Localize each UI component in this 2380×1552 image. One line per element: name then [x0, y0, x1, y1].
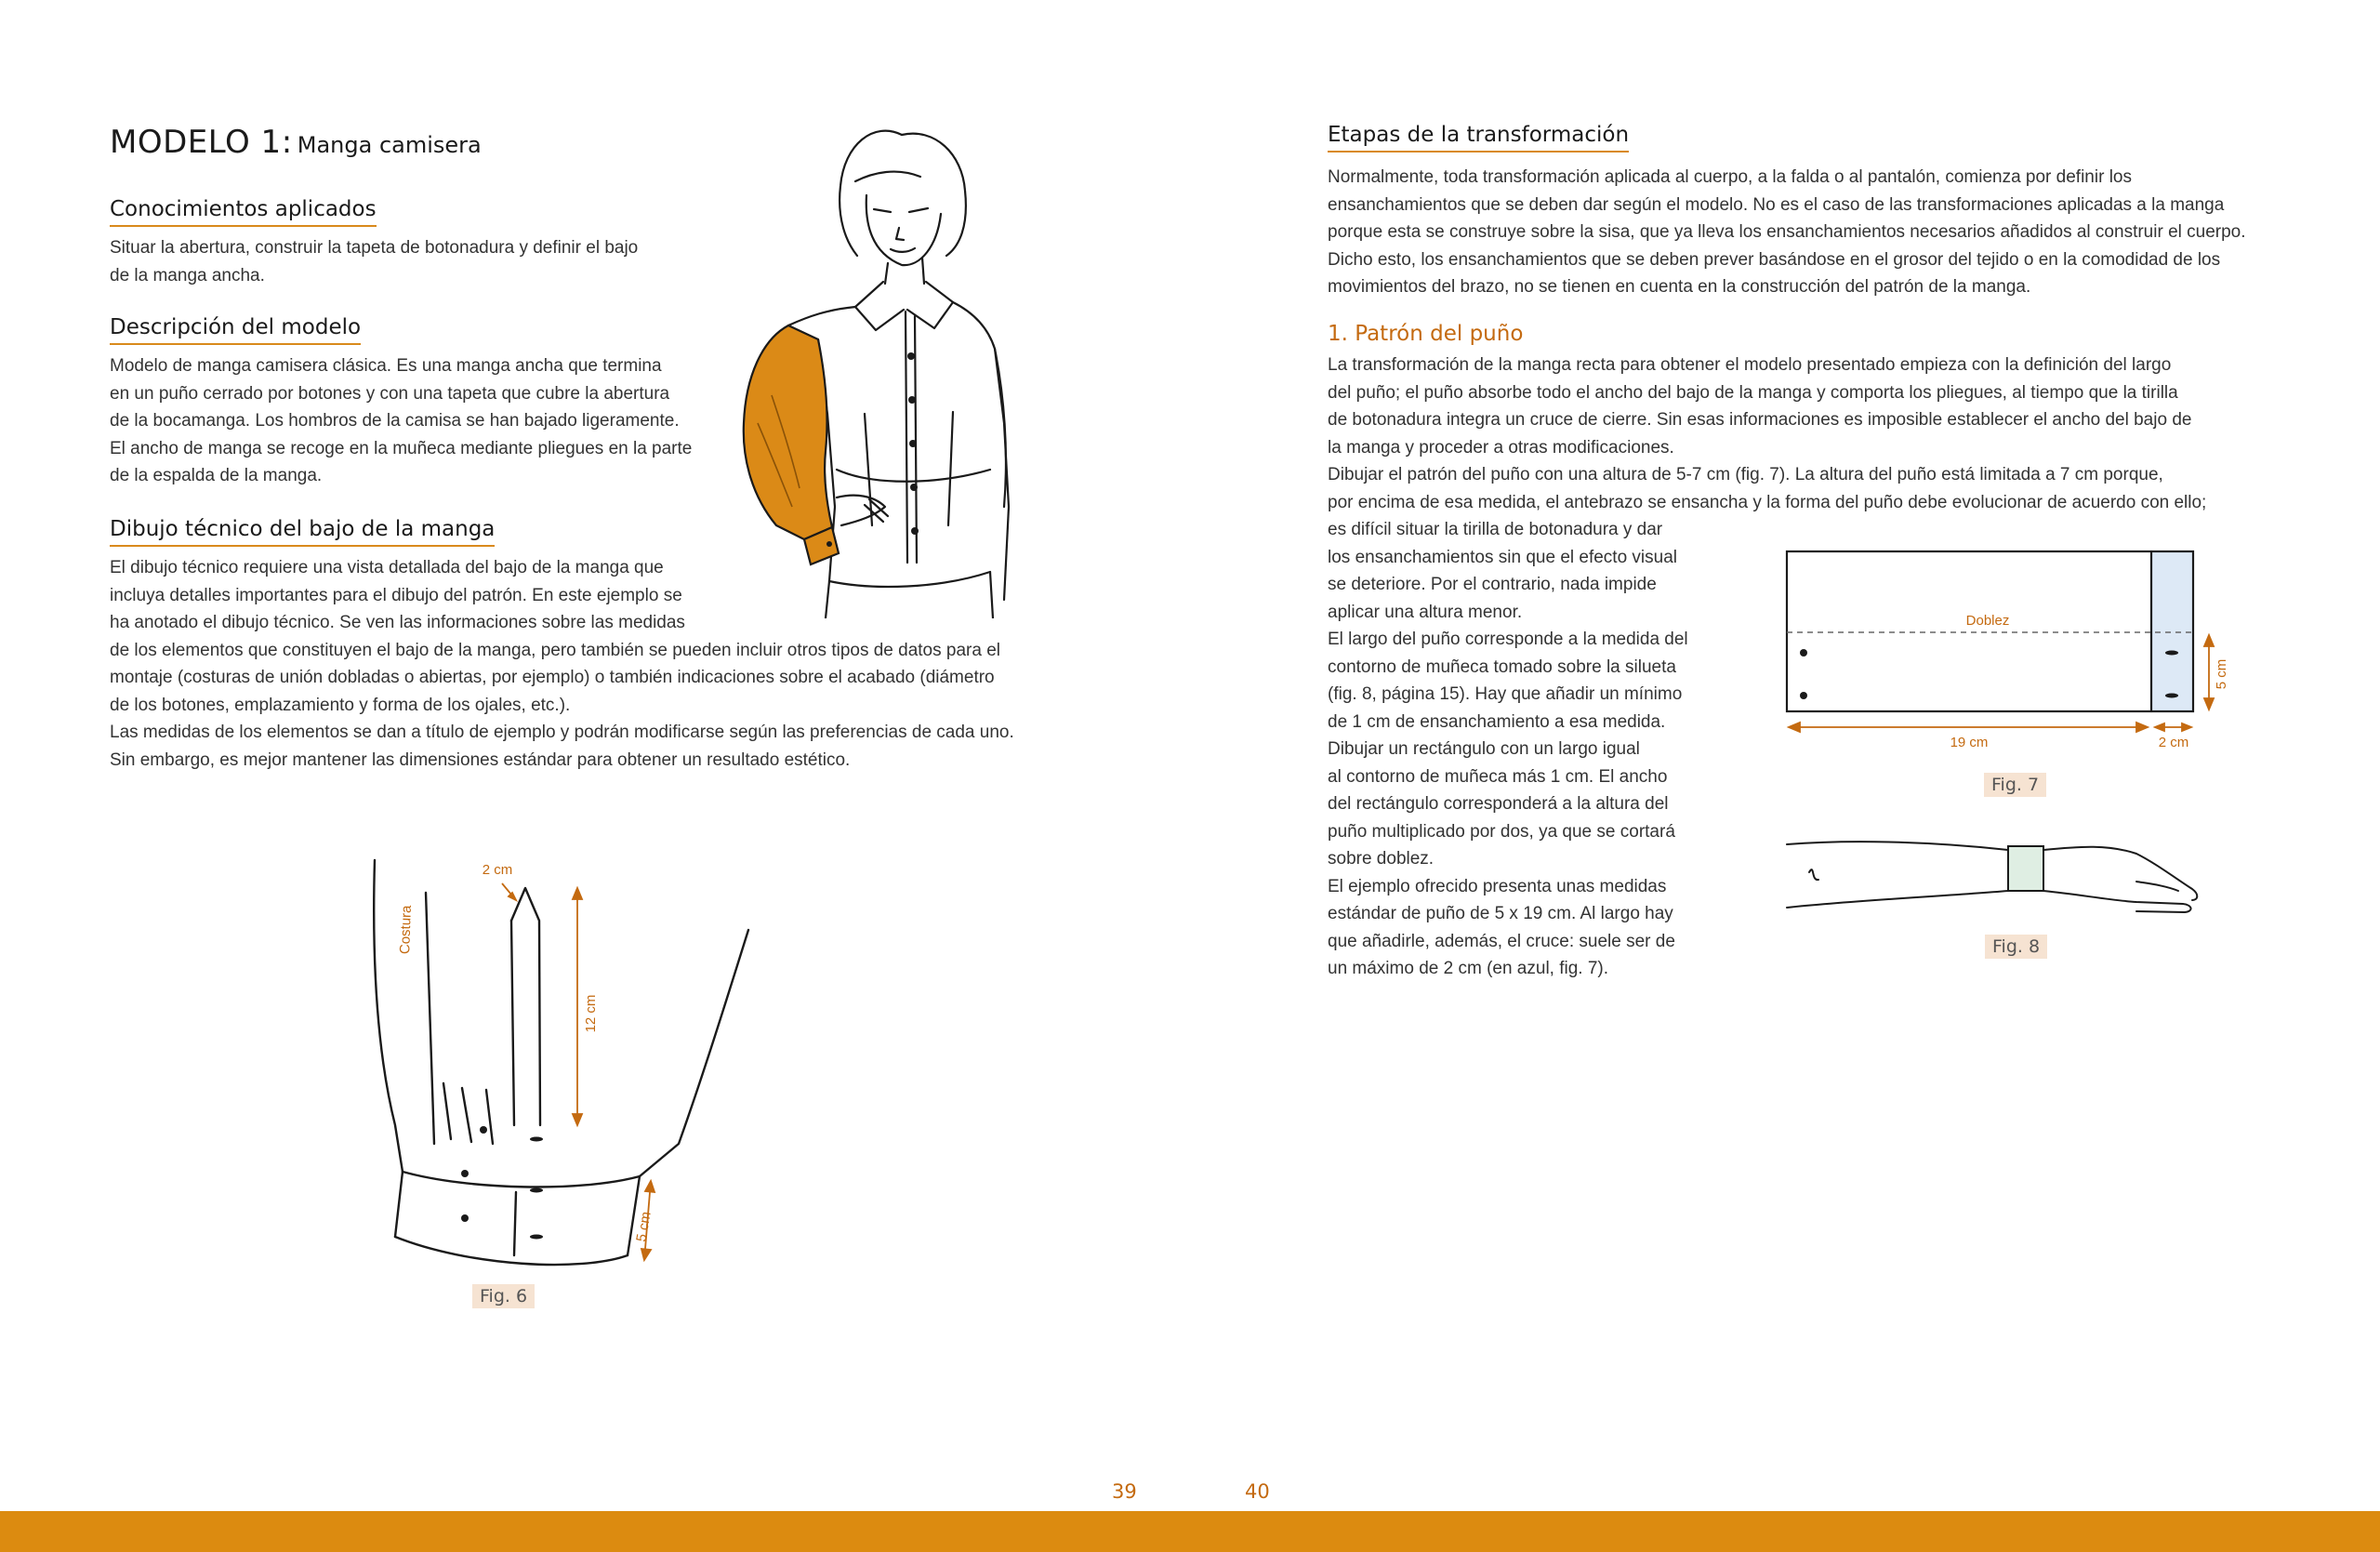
subheading-patron-puno: 1. Patrón del puño [1328, 322, 1524, 346]
fig7-dim-5cm: 5 cm [2214, 658, 2229, 690]
section-conocimientos [110, 197, 638, 289]
text-line: un máximo de 2 cm (en azul, fig. 7). [1328, 959, 1609, 978]
fig6-costura-label: Costura [397, 905, 415, 955]
text-line: Normalmente, toda transformación aplicada al cuerpo, a la falda o al pantalón, comienza por definir los [1328, 167, 2132, 187]
fig7-doblez-label: Doblez [1965, 613, 2010, 629]
fig6-dim-5cm: 5 cm [633, 1210, 654, 1243]
text-line: se deteriore. Por el contrario, nada impide [1328, 575, 1657, 594]
model-title-sub: Manga camisera [297, 132, 482, 158]
text-line: puño multiplicado por dos, ya que se cortará [1328, 821, 1675, 842]
text-line: incluya detalles importantes para el dibujo del patrón. En este ejemplo se [110, 585, 682, 605]
fashion-illustration [725, 116, 1046, 618]
text-line: montaje (costuras de unión dobladas o abiertas, por ejemplo) o también indicaciones sobre el acabado (diámetro [110, 668, 995, 687]
section-body [110, 234, 638, 289]
section-descripcion [110, 315, 692, 490]
text-line: de botonadura integra un cruce de cierre. Sin esas informaciones es imposible establecer el ancho del bajo de [1328, 410, 2192, 430]
page-number-right: 40 [1245, 1480, 1270, 1503]
text-line: de los botones, emplazamiento y forma de los ojales, etc.). [110, 695, 571, 715]
text-line: del puño; el puño absorbe todo el ancho del bajo de la manga y comporta los pliegues, al tiempo que la tirilla [1328, 382, 2178, 403]
text-line: de los elementos que constituyen el bajo de la manga, pero también se pueden incluir otros tipos de datos para el [110, 640, 1000, 660]
fig8-wrist-band [2008, 846, 2043, 891]
narrow-paragraph [1328, 516, 1737, 983]
text-line: la manga y proceder a otras modificaciones. [1328, 437, 1674, 458]
text-line: al contorno de muñeca más 1 cm. El ancho [1328, 766, 1668, 787]
text-line: estándar de puño de 5 x 19 cm. Al largo hay [1328, 904, 1673, 923]
text-line: Dibujar un rectángulo con un largo igual [1328, 739, 1640, 759]
text-line: Dibujar el patrón del puño con una altura de 5-7 cm (fig. 7). La altura del puño está limitada a 7 cm porque, [1328, 465, 2163, 484]
fig7-label: Fig. 7 [1984, 773, 2046, 797]
text-line: los ensanchamientos sin que el efecto visual [1328, 547, 1678, 567]
text-line: El dibujo técnico requiere una vista detallada del bajo de la manga que [110, 558, 664, 577]
text-line: Dicho esto, los ensanchamientos que se deben prever basándose en el grosor del tejido o en la comodidad de los [1328, 249, 2221, 270]
text-line: aplicar una altura menor. [1328, 602, 1523, 622]
model-title-main: MODELO 1: [110, 124, 293, 161]
text-line: El ejemplo ofrecido presenta unas medidas [1328, 876, 1667, 896]
text-line: Sin embargo, es mejor mantener las dimensiones estándar para obtener un resultado estético. [110, 749, 851, 770]
text-line: de la manga ancha. [110, 265, 265, 285]
text-line: ensanchamientos que se deben dar según el modelo. No es el caso de las transformaciones aplicadas a la manga [1328, 194, 2225, 215]
intro-paragraph [1328, 164, 2350, 301]
right-page [1190, 0, 2380, 1552]
text-line: ha anotado el dibujo técnico. Se ven las informaciones sobre las medidas [110, 613, 685, 632]
text-line: de la bocamanga. Los hombros de la camisa se han bajado ligeramente. [110, 411, 680, 431]
footer-bar [0, 1511, 2380, 1552]
text-line: por encima de esa medida, el antebrazo se ensancha y la forma del puño debe evolucionar de acuerdo con ello; [1328, 492, 2207, 512]
fig6-dim-2cm: 2 cm [482, 862, 513, 878]
fig7-overlap-area [2151, 551, 2193, 711]
page-number-left: 39 [1112, 1480, 1137, 1503]
fig7-dim-2cm: 2 cm [2158, 735, 2189, 750]
text-line: Modelo de manga camisera clásica. Es una manga ancha que termina [110, 356, 662, 376]
fig8-drawing [1783, 826, 2229, 928]
fig6-label: Fig. 6 [472, 1284, 535, 1308]
text-line: es difícil situar la tirilla de botonadura y dar [1328, 520, 1663, 539]
text-line: La transformación de la manga recta para obtener el modelo presentado empieza con la definición del largo [1328, 355, 2172, 375]
wide-paragraph [1328, 352, 2350, 516]
text-line: del rectángulo corresponderá a la altura del [1328, 794, 1669, 814]
text-line: Situar la abertura, construir la tapeta de botonadura y definir el bajo [110, 238, 639, 258]
section-body [110, 352, 692, 490]
text-line: que añadirle, además, el cruce: suele ser de [1328, 931, 1675, 951]
text-line: El largo del puño corresponde a la medida del [1328, 630, 1688, 649]
fig7-drawing [1783, 544, 2229, 758]
text-line: en un puño cerrado por botones y con una tapeta que cubre la abertura [110, 383, 670, 404]
text-line: Las medidas de los elementos se dan a título de ejemplo y podrán modificarse según las preferencias de cada uno. [110, 723, 1014, 742]
fig7-cuff-rect [1787, 551, 2193, 711]
text-line: El ancho de manga se recoge en la muñeca mediante pliegues en la parte [110, 438, 693, 458]
text-line: sobre doblez. [1328, 849, 1435, 869]
section-heading: Etapas de la transformación [1328, 123, 1629, 153]
text-line: de 1 cm de ensanchamiento a esa medida. [1328, 711, 1666, 732]
text-line: de la espalda de la manga. [110, 466, 323, 485]
model-title [110, 124, 482, 161]
section-heading: Conocimientos aplicados [110, 197, 377, 227]
section-etapas [1328, 123, 1629, 153]
text-line: porque esta se construye sobre la sisa, que ya lleva los ensanchamientos necesarios añadidos al construir el cuerpo. [1328, 222, 2246, 242]
fig8-label: Fig. 8 [1985, 935, 2047, 959]
section-heading: Dibujo técnico del bajo de la manga [110, 517, 495, 547]
text-line: movimientos del brazo, no se tienen en cuenta en la construcción del patrón de la manga. [1328, 277, 2031, 297]
text-line: (fig. 8, página 15). Hay que añadir un mínimo [1328, 684, 1683, 704]
fig7-dim-19cm: 19 cm [1950, 735, 1989, 750]
fig6-dim-12cm: 12 cm [583, 994, 599, 1033]
fig6-drawing [358, 846, 767, 1274]
text-line: contorno de muñeca tomado sobre la silueta [1328, 657, 1676, 677]
section-heading: Descripción del modelo [110, 315, 361, 345]
